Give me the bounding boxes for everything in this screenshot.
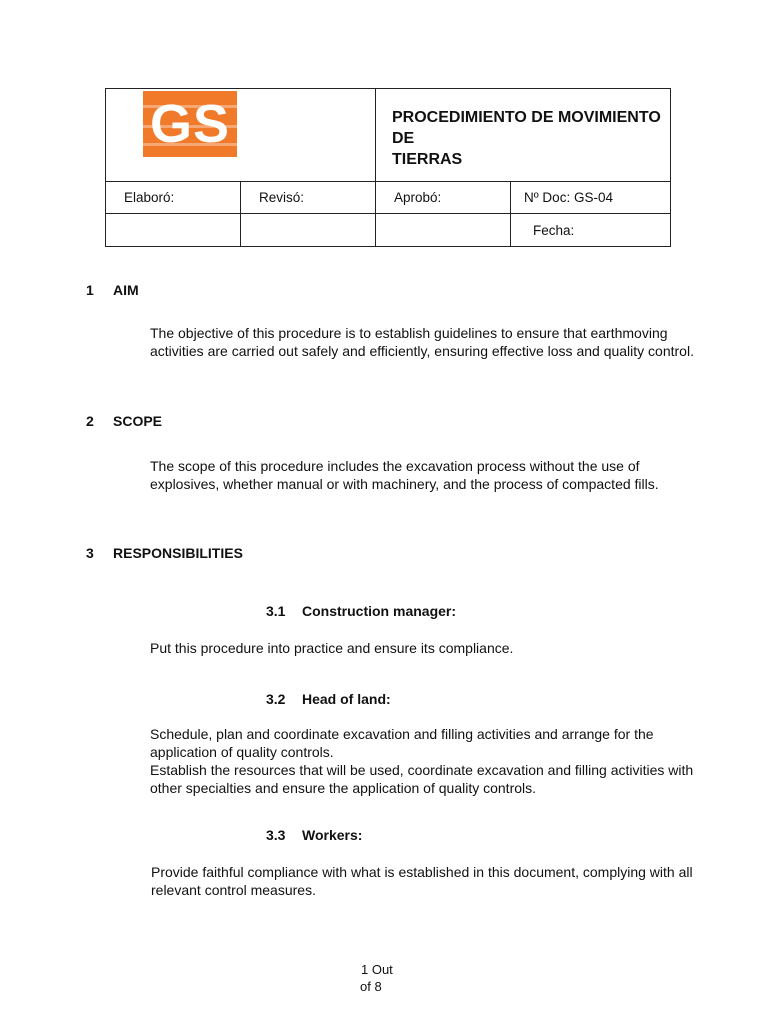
- doc-number-label: Nº Doc: GS-04: [511, 182, 671, 214]
- head-of-land-text-2: Establish the resources that will be used, coordinate excavation and filling activities with other specialties and ensure the application of quality controls.: [150, 762, 694, 796]
- title-line-1: PROCEDIMIENTO DE MOVIMIENTO DE: [392, 109, 661, 147]
- page-number-line-2: of 8: [360, 979, 382, 994]
- scope-text: The scope of this procedure includes the excavation process without the use of explosives, whether manual or with machinery, and the process of compacted fills.: [150, 458, 659, 492]
- section-number: 2: [86, 413, 94, 429]
- page-number-line-1: 1 Out: [361, 962, 393, 977]
- logo-cell: [106, 89, 376, 182]
- head-of-land-text-1: Schedule, plan and coordinate excavation and filling activities and arrange for the application of quality controls.: [150, 726, 654, 760]
- fecha-label: Fecha:: [511, 214, 671, 247]
- page-number: [355, 961, 405, 995]
- subsection-number: 3.1: [266, 603, 286, 619]
- document-header-table: [105, 88, 671, 247]
- company-logo: [143, 91, 237, 157]
- section-title-scope: SCOPE: [113, 413, 163, 429]
- subsection-number: 3.3: [266, 827, 286, 843]
- construction-manager-paragraph: [150, 639, 710, 657]
- section-number: 3: [86, 545, 94, 561]
- reviso-value-cell: [241, 214, 376, 247]
- section-title-aim: AIM: [113, 282, 139, 298]
- construction-manager-text: Put this procedure into practice and ensure its compliance.: [150, 640, 514, 656]
- elaboro-value-cell: [106, 214, 241, 247]
- workers-paragraph: [151, 863, 696, 899]
- title-line-2: TIERRAS: [392, 151, 463, 168]
- section-number: 1: [86, 282, 94, 298]
- head-of-land-paragraph: [150, 725, 710, 797]
- document-title: [376, 89, 671, 182]
- elaboro-label: Elaboró:: [106, 182, 241, 214]
- subsection-title-head-of-land: Head of land:: [302, 691, 391, 707]
- workers-text: Provide faithful compliance with what is established in this document, complying with all relevant control measures.: [151, 864, 693, 898]
- aprobo-label: Aprobó:: [376, 182, 511, 214]
- aim-text: The objective of this procedure is to establish guidelines to ensure that earthmoving activities are carried out safely and efficiently, ensuring effective loss and quality control.: [150, 325, 694, 359]
- subsection-title-construction-manager: Construction manager:: [302, 603, 457, 619]
- aim-paragraph: [150, 324, 710, 360]
- section-title-responsibilities: RESPONSIBILITIES: [113, 545, 243, 561]
- aprobo-value-cell: [376, 214, 511, 247]
- scope-paragraph: [150, 457, 710, 493]
- reviso-label: Revisó:: [241, 182, 376, 214]
- logo-text: GS: [149, 94, 231, 154]
- subsection-title-workers: Workers:: [302, 827, 363, 843]
- subsection-number: 3.2: [266, 691, 286, 707]
